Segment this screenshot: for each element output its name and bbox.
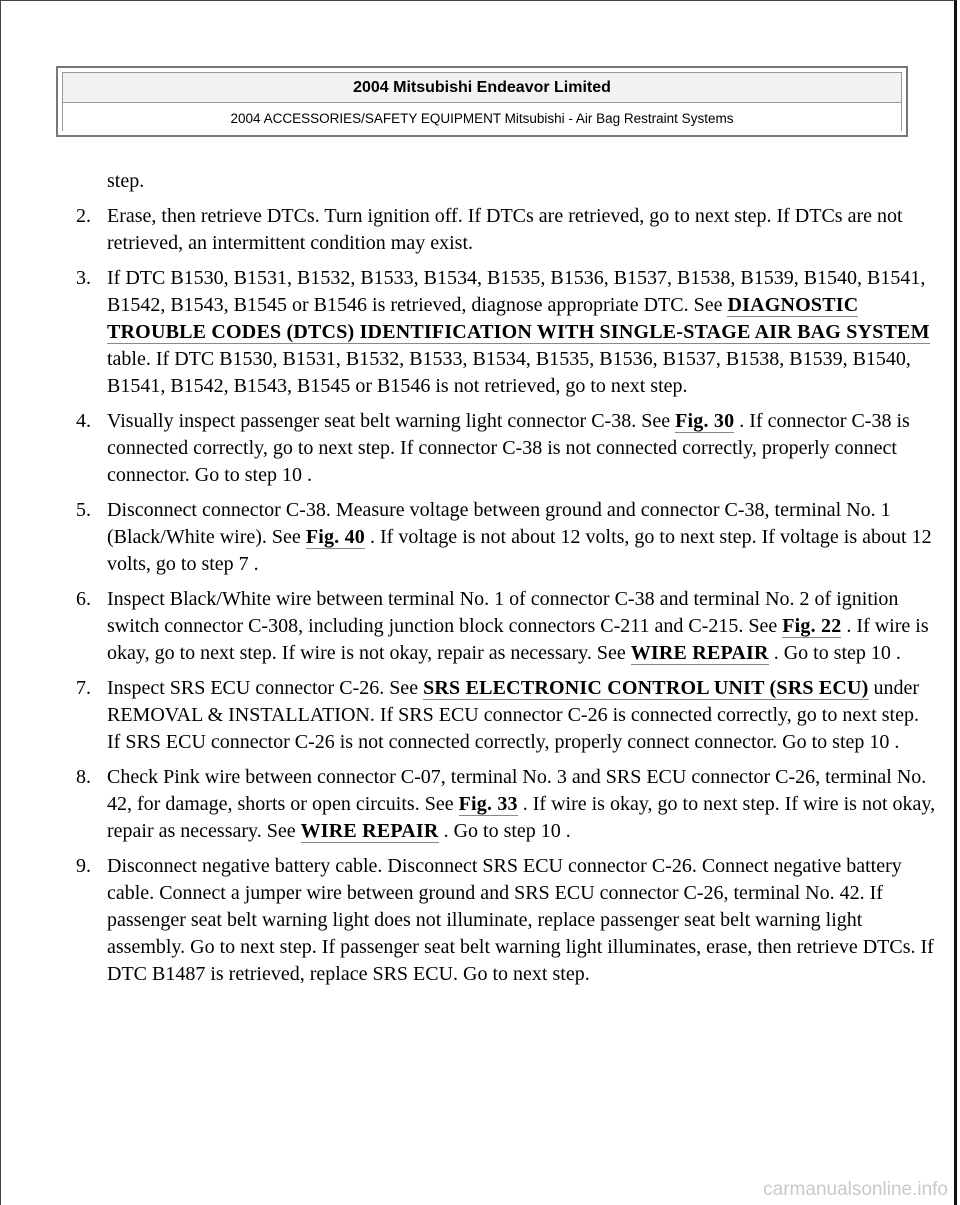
- step-8: [76, 764, 936, 845]
- link-fig-22[interactable]: Fig. 22: [782, 615, 842, 637]
- link-fig-30[interactable]: Fig. 30: [675, 410, 735, 432]
- step-text: . If wire is okay, go to next step. If wire is not okay, repair as necessary. See: [107, 793, 936, 842]
- step-text: If DTC B1530, B1531, B1532, B1533, B1534, B1535, B1536, B1537, B1538, B1539, B1540, B1541, B1542, B1543, B1545 or B1546 is retrieved, diagnose appropriate DTC. See: [107, 267, 926, 316]
- step-text: Inspect SRS ECU connector C-26. See: [107, 677, 419, 699]
- step-text: . If voltage is not about 12 volts, go to next step. If voltage is about 12 volts, go to step 7 .: [107, 526, 932, 575]
- step-number: 9.: [76, 855, 91, 877]
- step-text: Inspect Black/White wire between terminal No. 1 of connector C-38 and terminal No. 2 of ignition switch connector C-308, including junction block connectors C-211 and C-215. See: [107, 588, 899, 637]
- document-header: [56, 66, 908, 137]
- link-fig-40[interactable]: Fig. 40: [305, 526, 365, 548]
- step-5: [76, 497, 936, 578]
- link-fig-33[interactable]: Fig. 33: [458, 793, 518, 815]
- section-title: 2004 ACCESSORIES/SAFETY EQUIPMENT Mitsubishi - Air Bag Restraint Systems: [63, 103, 901, 134]
- document-body: [76, 168, 936, 996]
- step-text: . Go to step 10 .: [443, 820, 571, 842]
- step-text: . If connector C-38 is connected correctly, go to next step. If connector C-38 is not connected correctly, properly connect connector. Go to step 10 .: [107, 410, 910, 486]
- step-text: Disconnect negative battery cable. Disconnect SRS ECU connector C-26. Connect negative battery cable. Connect a jumper wire between ground and SRS ECU connector C-26, terminal No. 42. If passenger seat belt warning light does not illuminate, replace passenger seat belt warning light assembly. Go to next step. If passenger seat belt warning light illuminates, erase, then retrieve DTCs. If DTC B1487 is retrieved, replace SRS ECU. Go to next step.: [107, 855, 934, 985]
- link-wire-repair[interactable]: WIRE REPAIR: [300, 820, 439, 842]
- step-9: [76, 853, 936, 988]
- step-7: [76, 675, 936, 756]
- continuation-text: step.: [107, 170, 145, 192]
- step-number: 5.: [76, 499, 91, 521]
- header-inner: [62, 72, 902, 131]
- step-number: 7.: [76, 677, 91, 699]
- link-srs-ecu[interactable]: SRS ELECTRONIC CONTROL UNIT (SRS ECU): [423, 677, 869, 699]
- link-dtc-identification-table[interactable]: DIAGNOSTIC TROUBLE CODES (DTCS) IDENTIFICATION WITH SINGLE-STAGE AIR BAG SYSTEM: [107, 294, 930, 343]
- step-text: Check Pink wire between connector C-07, terminal No. 3 and SRS ECU connector C-26, terminal No. 42, for damage, shorts or open circuits. See: [107, 766, 927, 815]
- step-2: [76, 203, 936, 257]
- step-4: [76, 408, 936, 489]
- step-text: Disconnect connector C-38. Measure voltage between ground and connector C-38, terminal No. 1 (Black/White wire). See: [107, 499, 891, 548]
- step-number: 3.: [76, 267, 91, 289]
- step-text: Erase, then retrieve DTCs. Turn ignition off. If DTCs are retrieved, go to next step. If DTCs are not retrieved, an intermittent condition may exist.: [107, 205, 903, 254]
- step-list: [76, 203, 936, 988]
- step-text: Visually inspect passenger seat belt warning light connector C-38. See: [107, 410, 671, 432]
- vehicle-title: 2004 Mitsubishi Endeavor Limited: [63, 73, 901, 103]
- step-6: [76, 586, 936, 667]
- step-number: 4.: [76, 410, 91, 432]
- step-text: table. If DTC B1530, B1531, B1532, B1533, B1534, B1535, B1536, B1537, B1538, B1539, B1540, B1541, B1542, B1543, B1545 or B1546 is not retrieved, go to next step.: [107, 348, 911, 397]
- step-number: 8.: [76, 766, 91, 788]
- step-3: [76, 265, 936, 400]
- watermark: carmanualsonline.info: [763, 1179, 948, 1200]
- step-text: . If wire is okay, go to next step. If wire is not okay, repair as necessary. See: [107, 615, 929, 664]
- step-number: 2.: [76, 205, 91, 227]
- step-text: . Go to step 10 .: [773, 642, 901, 664]
- step-text: under REMOVAL & INSTALLATION. If SRS ECU connector C-26 is connected correctly, go to next step. If SRS ECU connector C-26 is not connected correctly, properly connect connector. Go to step 10 .: [107, 677, 920, 753]
- step-number: 6.: [76, 588, 91, 610]
- link-wire-repair[interactable]: WIRE REPAIR: [630, 642, 769, 664]
